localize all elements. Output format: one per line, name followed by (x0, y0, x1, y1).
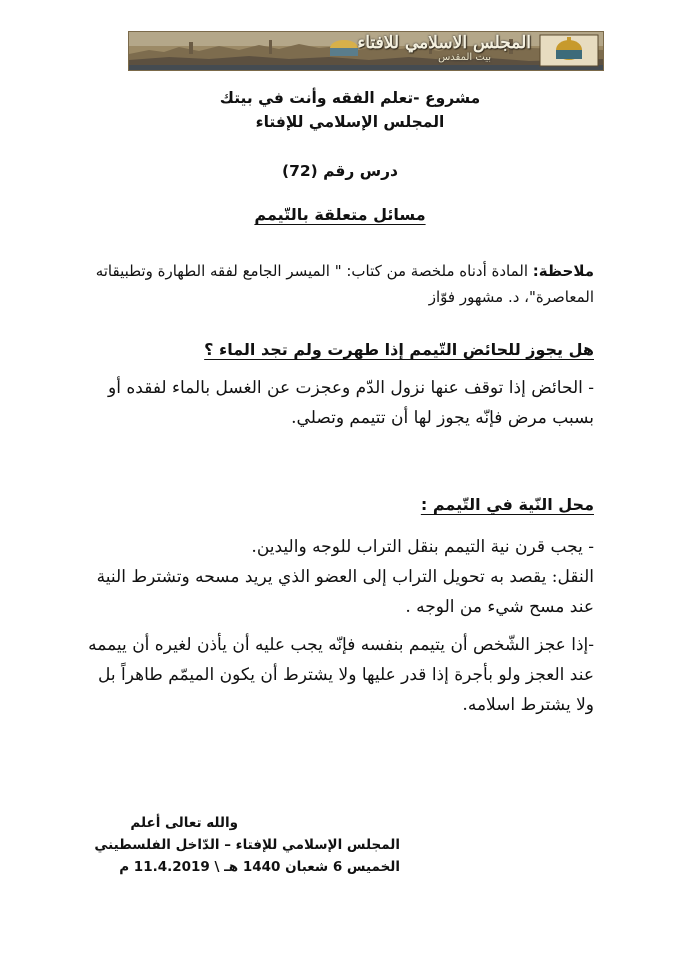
note-text: المادة أدناه ملخصة من كتاب: " الميسر الجامع لفقه الطهارة وتطبيقاته المعاصرة"، د. مشهور فوّاز (95, 262, 594, 306)
section-paragraph: النقل: يقصد به تحويل التراب إلى العضو الذي يريد مسحه وتشترط النية عند مسح شيء من الوجه . (96, 567, 594, 617)
lesson-title (0, 205, 680, 224)
banner-title: المجلس الاسلامي للافتاء (357, 33, 531, 53)
banner-subtitle: بيت المقدس (438, 52, 491, 63)
council-name: المجلس الإسلامي للإفتاء (255, 113, 445, 131)
project-title: مشروع -تعلم الفقه وأنت في بيتك (219, 89, 481, 107)
section-paragraph: -إذا عجز الشّخص أن يتيمم بنفسه فإنّه يجب عليه أن يأذن لغيره أن ييممه عند العجز ولو بأجرة إذا قدر عليها ولا يشترط أن يكون الميمّم طاهراً بل ولا يشترط اسلامه. (88, 635, 594, 715)
lesson-number: درس رقم (72) (281, 162, 399, 180)
council-logo-icon (539, 34, 599, 67)
note-label: ملاحظة: (532, 262, 594, 280)
closing-phrase: والله تعالى أعلم (130, 815, 238, 831)
section-paragraph: - الحائض إذا توقف عنها نزول الدّم وعجزت عن الغسل بالماء لفقده أو بسبب مرض فإنّه يجوز لها أن تتيمم وتصلي. (108, 378, 594, 428)
section-paragraph: - يجب قرن نية التيمم بنقل التراب للوجه واليدين. (251, 537, 594, 557)
signoff-date: الخميس 6 شعبان 1440 هـ \ 11.4.2019 م (119, 859, 400, 875)
section-heading-menstruation: هل يجوز للحائض التّيمم إذا طهرت ولم تجد الماء ؟ (204, 340, 594, 359)
section-heading-intention: محل النّية في التّيمم : (420, 495, 594, 514)
lesson-title-text: مسائل متعلقة بالتّيمم (254, 205, 426, 224)
signoff-council: المجلس الإسلامي للإفتاء – الدّاخل الفلسطيني (94, 837, 400, 853)
header-banner (128, 31, 604, 71)
source-note (74, 258, 594, 310)
